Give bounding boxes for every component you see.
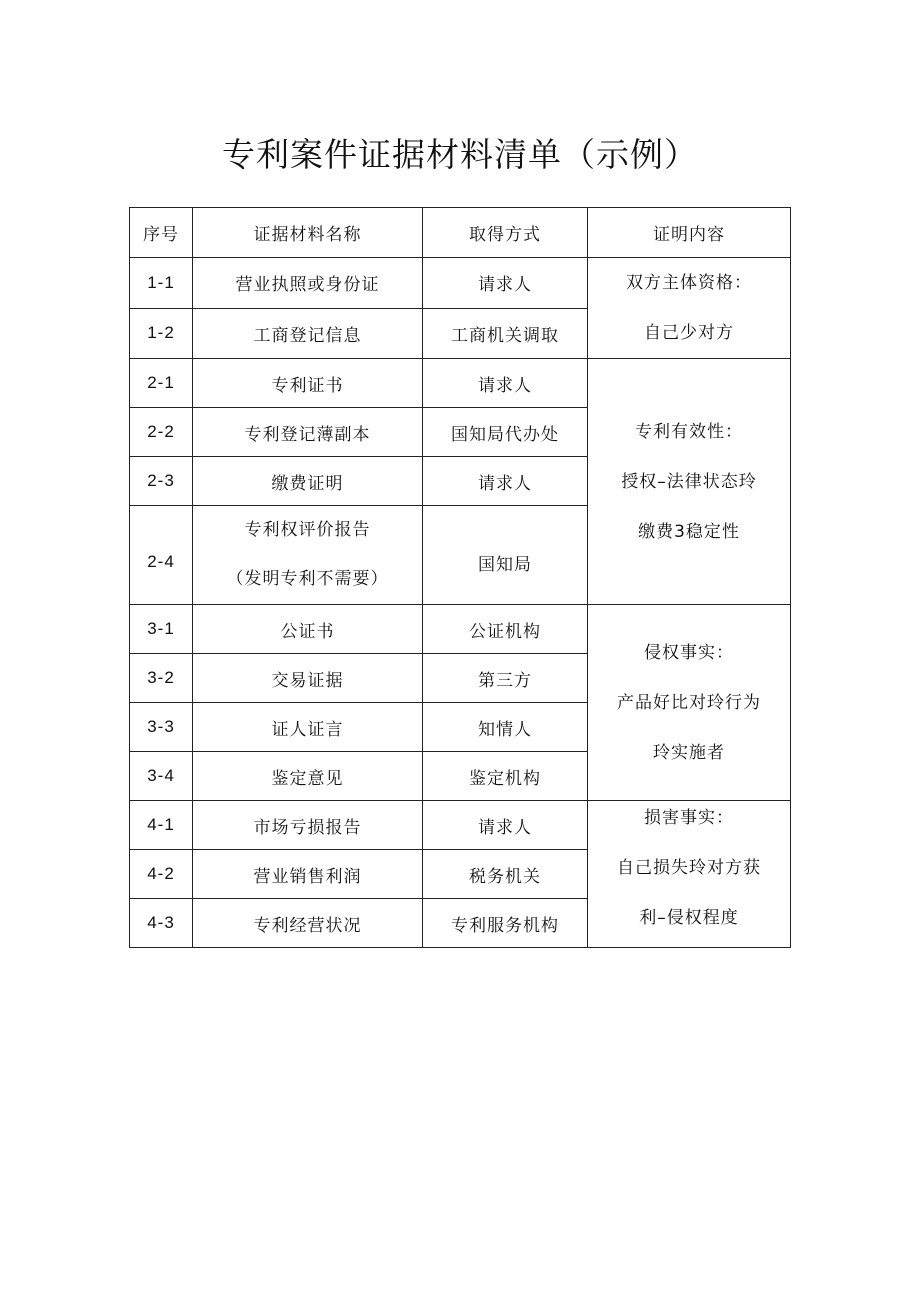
content-cell — [588, 801, 791, 948]
name-line: （发明专利不需要） — [226, 569, 389, 589]
seq-cell: 3-2 — [130, 654, 193, 703]
seq-cell: 3-4 — [130, 752, 193, 801]
seq-cell: 4-1 — [130, 801, 193, 850]
table-header-row — [130, 208, 791, 258]
content-line: 缴费3稳定性 — [638, 521, 740, 542]
name-line: 专利权评价报告 — [244, 520, 371, 540]
content-cell — [588, 605, 791, 801]
content-cell — [588, 258, 791, 359]
content-line: 利–侵权程度 — [639, 908, 739, 928]
content-line: 自己少对方 — [644, 323, 734, 343]
name-cell: 公证书 — [193, 605, 423, 654]
source-cell: 公证机构 — [423, 605, 588, 654]
name-cell — [193, 506, 423, 605]
content-line: 自己损失玲对方获 — [617, 858, 761, 878]
source-cell: 请求人 — [423, 457, 588, 506]
name-cell: 缴费证明 — [193, 457, 423, 506]
source-cell: 知情人 — [423, 703, 588, 752]
header-name: 证据材料名称 — [193, 208, 423, 258]
seq-cell: 3-1 — [130, 605, 193, 654]
source-cell: 国知局 — [423, 506, 588, 605]
content-line: 玲实施者 — [653, 742, 725, 763]
seq-cell: 1-2 — [130, 308, 193, 359]
source-cell: 请求人 — [423, 801, 588, 850]
seq-cell: 4-3 — [130, 899, 193, 948]
content-line: 授权–法律状态玲 — [621, 471, 757, 492]
table-row — [130, 359, 791, 408]
seq-cell: 4-2 — [130, 850, 193, 899]
name-cell: 专利证书 — [193, 359, 423, 408]
table-row — [130, 258, 791, 309]
seq-cell: 2-4 — [130, 506, 193, 605]
content-line: 专利有效性： — [635, 421, 743, 442]
content-line: 产品好比对玲行为 — [617, 692, 761, 713]
name-cell: 证人证言 — [193, 703, 423, 752]
header-source: 取得方式 — [423, 208, 588, 258]
name-cell: 工商登记信息 — [193, 308, 423, 359]
content-line: 双方主体资格： — [626, 273, 752, 293]
evidence-table — [129, 207, 791, 948]
seq-cell: 2-3 — [130, 457, 193, 506]
seq-cell: 1-1 — [130, 258, 193, 309]
seq-cell: 2-2 — [130, 408, 193, 457]
source-cell: 工商机关调取 — [423, 308, 588, 359]
source-cell: 专利服务机构 — [423, 899, 588, 948]
table-row — [130, 605, 791, 654]
name-cell: 交易证据 — [193, 654, 423, 703]
source-cell: 请求人 — [423, 359, 588, 408]
source-cell: 国知局代办处 — [423, 408, 588, 457]
source-cell: 税务机关 — [423, 850, 588, 899]
content-line: 损害事实： — [644, 808, 734, 828]
name-cell: 专利经营状况 — [193, 899, 423, 948]
page-title: 专利案件证据材料清单（示例） — [222, 135, 698, 174]
name-cell: 专利登记薄副本 — [193, 408, 423, 457]
header-seq: 序号 — [130, 208, 193, 258]
content-line: 侵权事实： — [644, 642, 734, 663]
name-cell: 营业销售利润 — [193, 850, 423, 899]
seq-cell: 3-3 — [130, 703, 193, 752]
source-cell: 第三方 — [423, 654, 588, 703]
name-cell: 营业执照或身份证 — [193, 258, 423, 309]
table-row — [130, 801, 791, 850]
source-cell: 请求人 — [423, 258, 588, 309]
content-cell — [588, 359, 791, 605]
name-cell: 鉴定意见 — [193, 752, 423, 801]
name-cell: 市场亏损报告 — [193, 801, 423, 850]
seq-cell: 2-1 — [130, 359, 193, 408]
source-cell: 鉴定机构 — [423, 752, 588, 801]
header-content: 证明内容 — [588, 208, 791, 258]
